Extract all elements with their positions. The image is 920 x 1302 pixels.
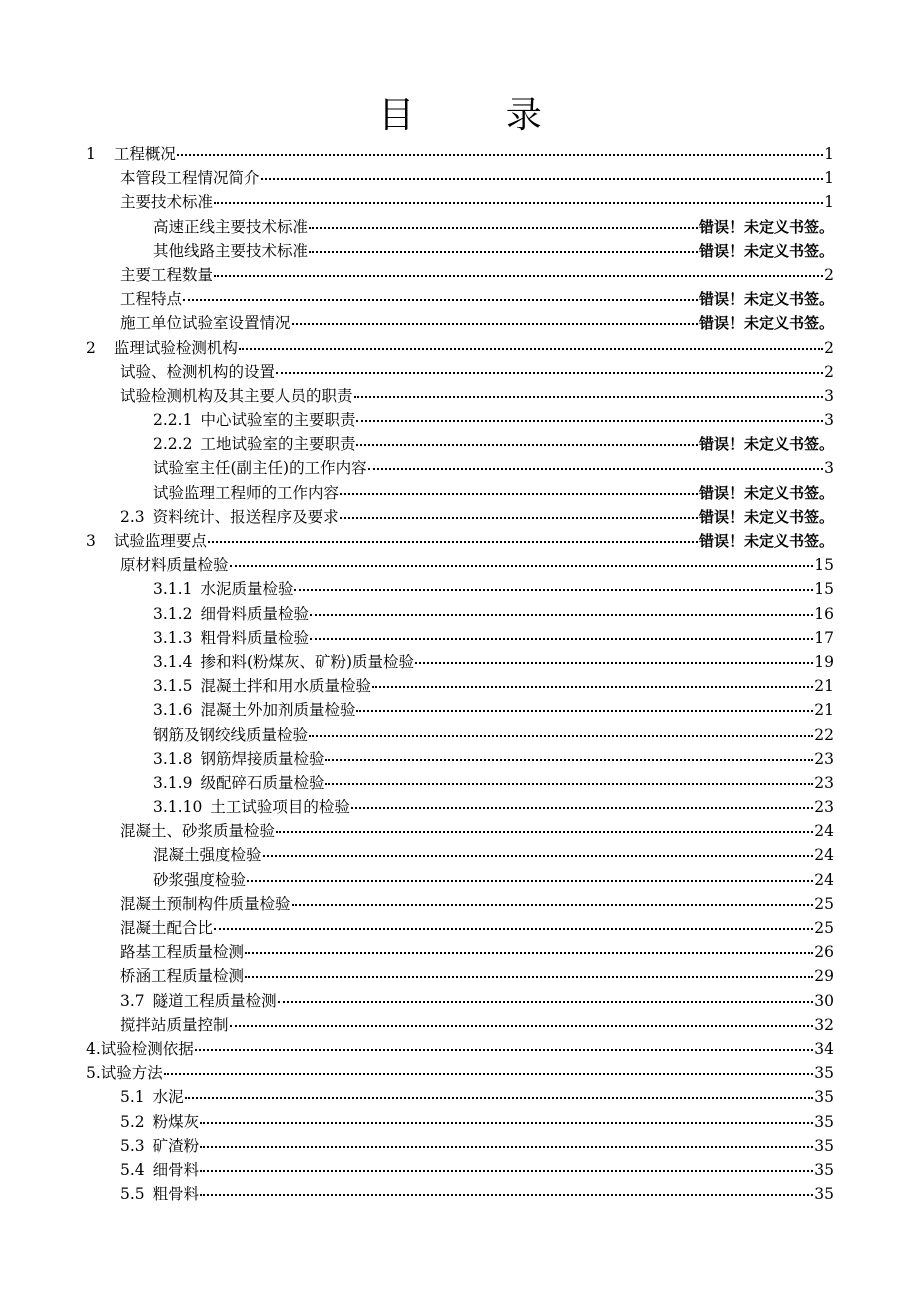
toc-entry-label	[120, 1110, 199, 1132]
dot-leader	[195, 1035, 813, 1051]
toc-entry-page: 3	[824, 386, 834, 405]
toc-entry[interactable]	[86, 336, 834, 360]
table-of-contents	[86, 142, 834, 1206]
toc-entry-text: 混凝土强度检验	[153, 846, 262, 865]
toc-entry-text: 掺和料(粉煤灰、矿粉)质量检验	[200, 652, 415, 671]
toc-entry-text: 砂浆强度检验	[153, 870, 247, 889]
toc-entry-text: 试验监理要点	[113, 532, 207, 550]
toc-entry[interactable]	[86, 892, 834, 916]
page-title: 目 录	[378, 95, 582, 136]
dot-leader	[351, 793, 813, 809]
toc-entry-text: 施工单位试验室设置情况	[120, 314, 291, 333]
dot-leader	[368, 454, 824, 470]
toc-entry-page: 30	[814, 991, 834, 1010]
dot-leader	[278, 987, 814, 1003]
toc-entry-page: 25	[814, 919, 834, 937]
toc-entry[interactable]	[86, 239, 834, 263]
toc-entry-page: 35	[814, 1112, 834, 1131]
toc-entry-page: 19	[814, 652, 834, 671]
toc-entry-label	[120, 1013, 229, 1035]
dot-leader	[245, 962, 813, 978]
toc-entry-number: 5.5	[120, 1185, 145, 1204]
toc-entry-label	[153, 239, 308, 261]
toc-entry-label	[153, 481, 339, 503]
dot-leader	[183, 285, 698, 301]
toc-entry-label	[120, 940, 244, 962]
dot-leader	[310, 624, 813, 640]
dot-leader	[325, 769, 813, 785]
toc-entry-text: 主要技术标准	[120, 193, 214, 212]
dot-leader	[200, 1108, 813, 1124]
dot-leader	[372, 672, 813, 688]
dot-leader	[214, 914, 813, 930]
toc-entry-page: 15	[814, 580, 834, 599]
toc-entry-number: 3.1.4	[153, 652, 193, 671]
toc-entry-page: 35	[814, 1136, 834, 1155]
toc-entry-text: 粉煤灰	[152, 1112, 200, 1131]
toc-entry-number: 3.1.6	[153, 701, 193, 720]
toc-entry-page: 错误！未定义书签。	[698, 241, 834, 260]
toc-entry-text: 矿渣粉	[152, 1136, 200, 1155]
dot-leader	[310, 600, 813, 616]
toc-entry[interactable]	[86, 698, 834, 722]
toc-entry[interactable]	[86, 1085, 834, 1109]
toc-entry-page: 错误！未定义书签。	[698, 314, 834, 333]
toc-entry[interactable]	[86, 747, 834, 771]
dot-leader	[292, 890, 814, 906]
dot-leader	[245, 938, 813, 954]
dot-leader	[309, 237, 698, 253]
dot-leader	[185, 1083, 814, 1099]
dot-leader	[292, 309, 698, 325]
toc-entry-page: 35	[814, 1185, 834, 1204]
toc-entry-label	[120, 1085, 184, 1107]
toc-entry-label	[120, 263, 213, 285]
dot-leader	[200, 1180, 813, 1196]
toc-entry-text: 粗骨料质量检验	[200, 628, 309, 647]
toc-entry-page: 1	[824, 169, 834, 188]
toc-entry[interactable]	[86, 408, 834, 432]
toc-entry[interactable]	[86, 215, 834, 239]
toc-entry-label	[153, 771, 324, 793]
toc-entry-label	[153, 723, 308, 745]
toc-entry-page: 24	[814, 846, 834, 865]
toc-entry-text: 水泥质量检验	[200, 580, 294, 599]
toc-entry-label	[153, 626, 309, 648]
toc-entry-label	[153, 795, 350, 817]
toc-entry[interactable]	[86, 481, 834, 505]
toc-entry-page: 16	[814, 604, 834, 623]
toc-entry[interactable]	[86, 650, 834, 674]
toc-entry-page: 23	[814, 749, 834, 768]
toc-entry-label	[86, 142, 176, 164]
dot-leader	[263, 841, 814, 857]
toc-entry-text: 其他线路主要技术标准	[153, 241, 309, 260]
toc-entry-label	[120, 989, 277, 1011]
toc-entry[interactable]	[86, 287, 834, 311]
toc-entry-label	[153, 843, 262, 865]
toc-entry[interactable]	[86, 1134, 834, 1158]
toc-entry-label	[120, 505, 339, 527]
toc-entry-text: 土工试验项目的检验	[210, 798, 350, 817]
toc-entry-text: 原材料质量检验	[120, 556, 229, 575]
dot-leader	[177, 140, 823, 156]
toc-entry-text: 水泥	[152, 1088, 184, 1107]
toc-entry[interactable]	[86, 311, 834, 335]
toc-entry-number: 5.2	[120, 1112, 145, 1131]
toc-entry[interactable]	[86, 1037, 834, 1061]
toc-entry-page: 25	[814, 894, 834, 913]
toc-entry[interactable]	[86, 190, 834, 214]
toc-entry-page: 3	[824, 411, 834, 430]
toc-entry[interactable]	[86, 916, 834, 940]
dot-leader	[214, 188, 823, 204]
toc-entry-label	[120, 311, 291, 333]
toc-entry[interactable]	[86, 626, 834, 650]
toc-entry[interactable]	[86, 529, 834, 553]
toc-entry[interactable]	[86, 263, 834, 287]
toc-entry[interactable]	[86, 432, 834, 456]
toc-entry-number: 2.3	[120, 507, 145, 526]
toc-entry-label	[86, 529, 207, 551]
toc-entry-text: 试验检测机构及其主要人员的职责	[120, 386, 353, 405]
toc-entry-text: 路基工程质量检测	[120, 943, 245, 962]
dot-leader	[356, 696, 813, 712]
toc-entry-label	[153, 747, 324, 769]
toc-entry-text: 钢筋焊接质量检验	[200, 749, 325, 768]
toc-entry-page: 错误！未定义书签。	[698, 435, 834, 454]
toc-entry-number: 5.3	[120, 1136, 145, 1155]
toc-entry-label	[120, 190, 213, 212]
toc-entry-text: 资料统计、报送程序及要求	[152, 507, 339, 526]
toc-entry[interactable]	[86, 843, 834, 867]
toc-entry-label	[120, 384, 353, 406]
toc-entry-text: 混凝土预制构件质量检验	[120, 894, 291, 913]
toc-entry-page: 24	[814, 822, 834, 841]
dot-leader	[309, 721, 813, 737]
toc-entry-text: 搅拌站质量控制	[120, 1015, 229, 1034]
toc-entry-page: 1	[824, 145, 834, 163]
toc-entry[interactable]	[86, 360, 834, 384]
toc-entry[interactable]	[86, 384, 834, 408]
dot-leader	[261, 164, 824, 180]
dot-leader	[230, 551, 814, 567]
toc-entry-text: 钢筋及钢绞线质量检验	[153, 725, 309, 744]
toc-entry[interactable]	[86, 142, 834, 166]
toc-entry-page: 23	[814, 798, 834, 817]
toc-entry-text: 细骨料质量检验	[200, 604, 309, 623]
toc-entry-label	[86, 1037, 194, 1059]
toc-entry[interactable]	[86, 771, 834, 795]
toc-entry[interactable]	[86, 940, 834, 964]
toc-entry-label	[120, 964, 244, 986]
dot-leader	[325, 745, 813, 761]
toc-entry[interactable]	[86, 989, 834, 1013]
toc-entry-number: 5.4	[120, 1160, 145, 1179]
toc-entry-page: 35	[814, 1088, 834, 1107]
toc-entry[interactable]	[86, 964, 834, 988]
toc-entry-page: 2	[824, 338, 834, 357]
toc-entry-number: 3.1.8	[153, 749, 193, 768]
toc-entry-label	[120, 916, 213, 938]
dot-leader	[309, 213, 698, 229]
toc-entry-page: 21	[814, 677, 834, 696]
toc-entry-label	[153, 456, 367, 478]
toc-entry[interactable]	[86, 553, 834, 577]
toc-entry[interactable]	[86, 723, 834, 747]
dot-leader	[200, 1156, 813, 1172]
toc-entry-page: 2	[824, 265, 834, 284]
toc-entry-text: 隧道工程质量检测	[152, 991, 277, 1010]
dot-leader	[356, 406, 823, 422]
toc-entry-number: 3.1.2	[153, 604, 193, 623]
toc-entry-page: 15	[814, 556, 834, 575]
toc-entry-text: 桥涵工程质量检测	[120, 967, 245, 986]
toc-entry-page: 3	[824, 459, 834, 478]
toc-entry-page: 错误！未定义书签。	[698, 507, 834, 526]
dot-leader	[200, 1132, 813, 1148]
toc-entry-label	[120, 1158, 199, 1180]
toc-entry-text: 混凝土、砂浆质量检验	[120, 822, 276, 841]
toc-entry-label	[153, 674, 371, 696]
toc-entry-number: 3	[86, 532, 96, 550]
dot-leader	[340, 479, 698, 495]
toc-entry-text: 级配碎石质量检验	[200, 773, 325, 792]
toc-entry-page: 17	[814, 628, 834, 647]
toc-entry-label	[153, 602, 309, 624]
toc-entry[interactable]	[86, 674, 834, 698]
toc-entry-label	[153, 408, 355, 430]
toc-entry-label	[153, 215, 308, 237]
toc-entry[interactable]	[86, 795, 834, 819]
dot-leader	[276, 817, 813, 833]
dot-leader	[239, 334, 823, 350]
toc-entry-number: 2	[86, 338, 96, 357]
toc-entry-text: 试验监理工程师的工作内容	[153, 483, 340, 502]
toc-entry-page: 错误！未定义书签。	[698, 217, 834, 236]
toc-entry-text: 中心试验室的主要职责	[200, 411, 356, 430]
toc-entry-number: 2.2.1	[153, 411, 193, 430]
dot-leader	[354, 382, 824, 398]
toc-entry-text: 监理试验检测机构	[113, 338, 238, 357]
dot-leader	[247, 866, 813, 882]
toc-entry-page: 32	[814, 1015, 834, 1034]
toc-entry[interactable]	[86, 602, 834, 626]
toc-entry-label	[153, 868, 246, 890]
toc-entry[interactable]	[86, 505, 834, 529]
toc-entry-number: 3.1.5	[153, 677, 193, 696]
toc-entry[interactable]	[86, 868, 834, 892]
toc-entry-number: 3.1.1	[153, 580, 193, 599]
toc-entry-label	[153, 577, 293, 599]
toc-entry[interactable]	[86, 1061, 834, 1085]
toc-entry[interactable]	[86, 166, 834, 190]
toc-entry-number: 3.1.10	[153, 798, 203, 817]
toc-entry-number: 3.1.3	[153, 628, 193, 647]
toc-entry-text: 试验室主任(副主任)的工作内容	[153, 459, 367, 478]
toc-entry-label	[120, 166, 260, 188]
toc-entry-page: 21	[814, 701, 834, 720]
toc-entry-label	[153, 432, 355, 454]
toc-entry-page: 34	[814, 1039, 834, 1058]
toc-entry-label	[86, 1061, 163, 1083]
dot-leader	[340, 503, 698, 519]
toc-entry-page: 35	[814, 1160, 834, 1179]
dot-leader	[294, 575, 813, 591]
toc-entry[interactable]	[86, 1182, 834, 1206]
toc-entry-page: 错误！未定义书签。	[698, 532, 834, 550]
toc-entry-text: 细骨料	[152, 1160, 200, 1179]
toc-entry-text: 混凝土配合比	[120, 919, 214, 937]
toc-entry-text: 主要工程数量	[120, 265, 214, 284]
toc-entry-number: 2.2.2	[153, 435, 193, 454]
toc-entry-text: 混凝土外加剂质量检验	[200, 701, 356, 720]
toc-entry-page: 26	[814, 943, 834, 962]
toc-entry-page: 错误！未定义书签。	[698, 290, 834, 309]
toc-entry-text: 工地试验室的主要职责	[200, 435, 356, 454]
toc-entry-text: 5.试验方法	[86, 1064, 163, 1083]
toc-entry-page: 29	[814, 967, 834, 986]
toc-entry[interactable]	[86, 1110, 834, 1134]
dot-leader	[230, 1011, 814, 1027]
toc-entry-page: 1	[824, 193, 834, 212]
toc-entry-page: 22	[814, 725, 834, 744]
toc-entry[interactable]	[86, 1013, 834, 1037]
toc-entry-label	[120, 1134, 199, 1156]
toc-entry[interactable]	[86, 456, 834, 480]
toc-entry-text: 本管段工程情况简介	[120, 169, 260, 188]
toc-entry-text: 粗骨料	[152, 1185, 200, 1204]
toc-entry-text: 工程特点	[120, 290, 183, 309]
toc-entry-label	[120, 287, 182, 309]
dot-leader	[164, 1059, 813, 1075]
toc-entry-label	[120, 892, 291, 914]
toc-entry-page: 2	[824, 362, 834, 381]
toc-entry-label	[120, 553, 229, 575]
toc-entry-number: 3.1.9	[153, 773, 193, 792]
toc-entry-number: 5.1	[120, 1088, 145, 1107]
dot-leader	[214, 261, 823, 277]
toc-entry-text: 4.试验检测依据	[86, 1039, 194, 1058]
toc-entry-page: 23	[814, 773, 834, 792]
dot-leader	[415, 648, 813, 664]
toc-entry-text: 试验、检测机构的设置	[120, 362, 276, 381]
toc-entry[interactable]	[86, 1158, 834, 1182]
toc-entry[interactable]	[86, 819, 834, 843]
toc-entry-label	[120, 360, 275, 382]
toc-entry-label	[120, 1182, 199, 1204]
dot-leader	[276, 358, 823, 374]
dot-leader	[356, 430, 698, 446]
toc-entry-label	[120, 819, 275, 841]
toc-entry-label	[153, 698, 355, 720]
toc-entry-text: 工程概况	[113, 145, 176, 163]
toc-entry-page: 24	[814, 870, 834, 889]
toc-entry-number: 3.7	[120, 991, 145, 1010]
toc-entry-text: 混凝土拌和用水质量检验	[200, 677, 371, 696]
toc-entry-label	[86, 336, 238, 358]
toc-entry-label	[153, 650, 414, 672]
toc-entry-page: 错误！未定义书签。	[698, 483, 834, 502]
dot-leader	[208, 527, 698, 543]
toc-entry-number: 1	[86, 145, 96, 163]
toc-entry-page: 35	[814, 1064, 834, 1083]
toc-entry-text: 高速正线主要技术标准	[153, 217, 309, 236]
toc-entry[interactable]	[86, 577, 834, 601]
